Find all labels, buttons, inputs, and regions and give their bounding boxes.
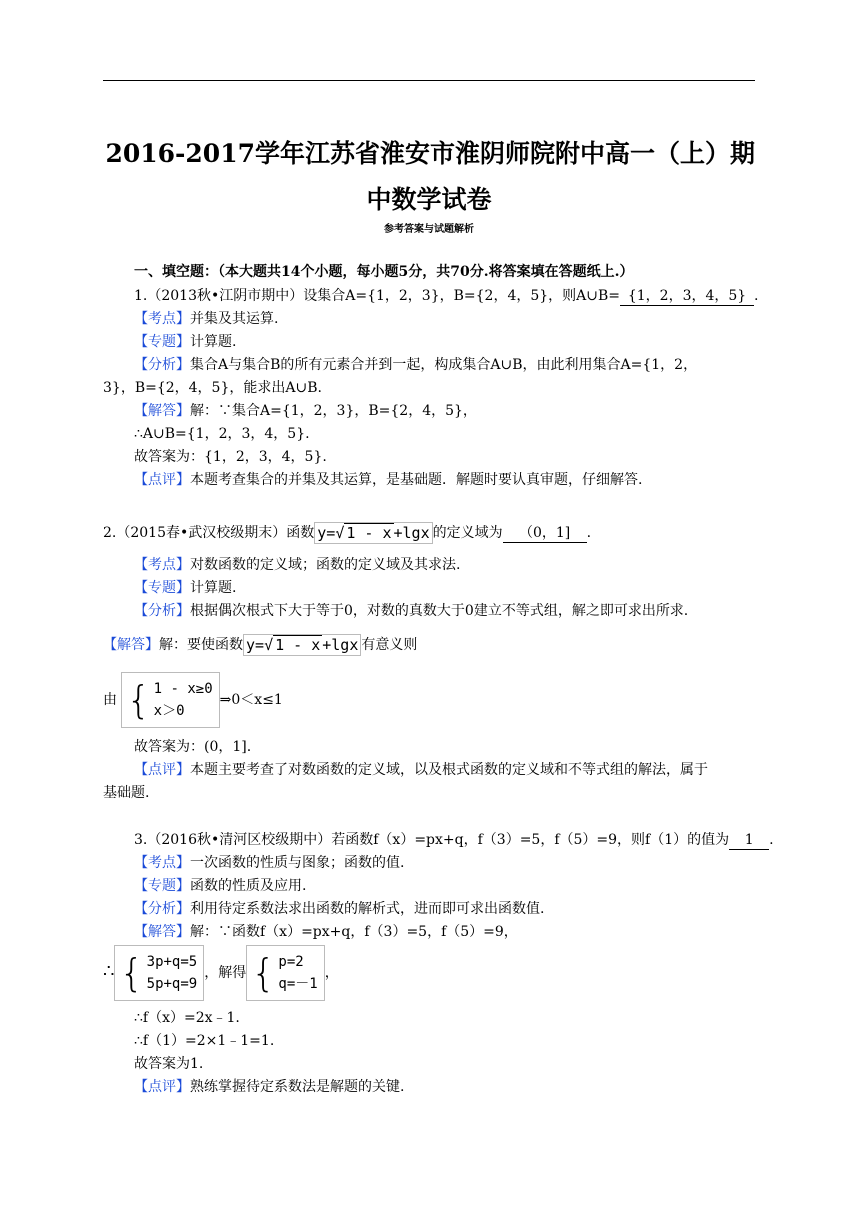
q1-zhuanti-text: 计算题.: [190, 334, 237, 350]
q1-kaodian-text: 并集及其运算.: [190, 311, 279, 327]
header-rule: [103, 80, 755, 81]
q2-jieda-text2: 有意义则: [361, 637, 418, 653]
tag-kaodian: 【考点】: [134, 855, 190, 871]
q2-answer: （0，1]: [503, 525, 587, 543]
q2-stem-end: .: [586, 525, 592, 541]
q2-jieda-formula: y=√ 1 - x +lgx: [243, 634, 361, 656]
q1-kaodian: [134, 309, 278, 329]
q2-result: ⇒0＜x≤1: [219, 692, 283, 708]
tag-zhuanti: 【专题】: [134, 334, 190, 350]
q3-stem: [134, 830, 774, 850]
q3-zhuanti: [134, 876, 306, 896]
q2-stem-text: 2.（2015春•武汉校级期末）函数: [103, 525, 315, 541]
tag-zhuanti: 【专题】: [134, 878, 190, 894]
q1-jieda-line3: 故答案为：{1，2，3，4，5}.: [134, 449, 327, 465]
q3-equation-system: [114, 945, 204, 1001]
q2-inequality-system: [121, 672, 219, 728]
tag-jieda: 【解答】: [134, 924, 190, 940]
q1-dianping: [134, 470, 642, 490]
q1-jieda-line2: ∴A∪B={1，2，3，4，5}.: [134, 426, 310, 442]
q2-final: 故答案为：(0，1].: [134, 739, 252, 755]
q3-therefore: ∴: [103, 961, 115, 982]
q3-line-fx: ∴f（x）=2x﹣1.: [134, 1010, 240, 1026]
q3-kaodian-text: 一次函数的性质与图象；函数的值.: [190, 855, 405, 871]
q3-fenxi-text: 利用待定系数法求出函数的解析式，进而即可求出函数值.: [190, 901, 545, 917]
q2-you: 由: [103, 692, 117, 708]
q1-jieda-text: 解：∵集合A={1，2，3}，B={2，4，5}，: [190, 403, 477, 419]
q2-fenxi-text: 根据偶次根式下大于等于0，对数的真数大于0建立不等式组，解之即可求出所求.: [190, 603, 689, 619]
sys-row1: p=2: [278, 954, 304, 970]
q2-system: [103, 672, 283, 728]
sys-row2: x＞0: [153, 703, 185, 719]
q3-fenxi: [134, 899, 544, 919]
formula-radicand: 1 - x: [275, 636, 321, 654]
formula-tail: +lgx: [322, 636, 359, 654]
sys-row2: 5p+q=9: [146, 976, 198, 992]
q2-kaodian: [134, 555, 460, 575]
q2-jieda: [103, 634, 417, 656]
q1-fenxi-cont: 3}，B={2，4，5}，能求出A∪B.: [103, 380, 322, 396]
q1-dianping-text: 本题考查集合的并集及其运算，是基础题．解题时要认真审题，仔细解答.: [190, 472, 643, 488]
q3-stem-end: .: [769, 832, 774, 848]
q2-zhuanti-text: 计算题.: [190, 580, 237, 596]
q2-zhuanti: [134, 578, 236, 598]
section-heading: 一、填空题：（本大题共14个小题，每小题5分，共70分.将答案填在答题纸上.）: [134, 264, 634, 280]
tag-kaodian: 【考点】: [134, 311, 190, 327]
q2-dianping-text: 本题主要考查了对数函数的定义域，以及根式函数的定义域和不等式组的解法，属于: [190, 762, 708, 778]
q2-dianping-cont: 基础题.: [103, 785, 150, 801]
q3-mid: ，解得: [204, 965, 247, 981]
q3-final: 故答案为1.: [134, 1056, 204, 1072]
q3-kaodian: [134, 853, 404, 873]
tag-fenxi: 【分析】: [134, 603, 190, 619]
q3-solution-system: [246, 945, 324, 1001]
q3-zhuanti-text: 函数的性质及应用.: [190, 878, 307, 894]
q2-formula: y=√ 1 - x +lgx: [314, 522, 432, 544]
doc-subtitle: 参考答案与试题解析: [384, 224, 474, 235]
sys-row1: 3p+q=5: [146, 954, 198, 970]
q3-stem-text: 3.（2016秋•清河区校级期中）若函数f（x）=px+q，f（3）=5，f（5）=9，则f（1）的值为: [134, 832, 730, 848]
formula-radicand: 1 - x: [346, 524, 392, 542]
tag-jieda: 【解答】: [134, 403, 190, 419]
sys-row1: 1 - x≥0: [153, 681, 213, 697]
q1-fenxi-text: 集合A与集合B的所有元素合并到一起，构成集合A∪B，由此利用集合A={1，2，: [190, 357, 698, 373]
q1-answer: {1，2，3，4，5}: [620, 288, 754, 306]
brace-icon: {: [119, 951, 144, 995]
tag-zhuanti: 【专题】: [134, 580, 190, 596]
q3-dianping: [134, 1077, 404, 1097]
q3-systems: [103, 945, 339, 1001]
q3-jieda: [134, 922, 518, 942]
q1-stem-text: 1.（2013秋•江阴市期中）设集合A={1，2，3}，B={2，4，5}，则A∪B=: [134, 288, 621, 304]
q2-dianping: [134, 760, 708, 780]
tag-fenxi: 【分析】: [134, 357, 190, 373]
q3-dianping-text: 熟练掌握待定系数法是解题的关键.: [190, 1079, 405, 1095]
sys-row2: q=－1: [278, 976, 318, 992]
tag-kaodian: 【考点】: [134, 557, 190, 573]
tag-dianping: 【点评】: [134, 472, 190, 488]
q1-stem: [134, 286, 759, 306]
doc-title-line2: 中数学试卷: [366, 185, 492, 214]
doc-title-line1: 2016-2017学年江苏省淮安市淮阴师院附中高一（上）期: [105, 139, 755, 168]
q2-stem: [103, 522, 591, 544]
tag-jieda: 【解答】: [103, 637, 159, 653]
formula-lhs: y=: [246, 636, 265, 654]
q2-fenxi: [134, 601, 688, 621]
formula-lhs: y=: [317, 524, 336, 542]
q2-kaodian-text: 对数函数的定义域；函数的定义域及其求法.: [190, 557, 461, 573]
q2-jieda-text: 解：要使函数: [159, 637, 243, 653]
brace-icon: {: [126, 678, 151, 722]
tag-dianping: 【点评】: [134, 1079, 190, 1095]
q1-fenxi: [134, 355, 697, 375]
q1-stem-end: .: [754, 288, 759, 304]
q1-zhuanti: [134, 332, 236, 352]
tag-fenxi: 【分析】: [134, 901, 190, 917]
q3-line-f1: ∴f（1）=2×1﹣1=1.: [134, 1033, 275, 1049]
q3-answer: 1: [729, 832, 769, 850]
q3-sys-end: ，: [324, 965, 339, 981]
tag-dianping: 【点评】: [134, 762, 190, 778]
q1-jieda: [134, 401, 477, 421]
q3-jieda-text: 解：∵函数f（x）=px+q，f（3）=5，f（5）=9，: [190, 924, 518, 940]
q2-stem-text2: 的定义域为: [432, 525, 503, 541]
formula-tail: +lgx: [393, 524, 430, 542]
brace-icon: {: [251, 951, 276, 995]
